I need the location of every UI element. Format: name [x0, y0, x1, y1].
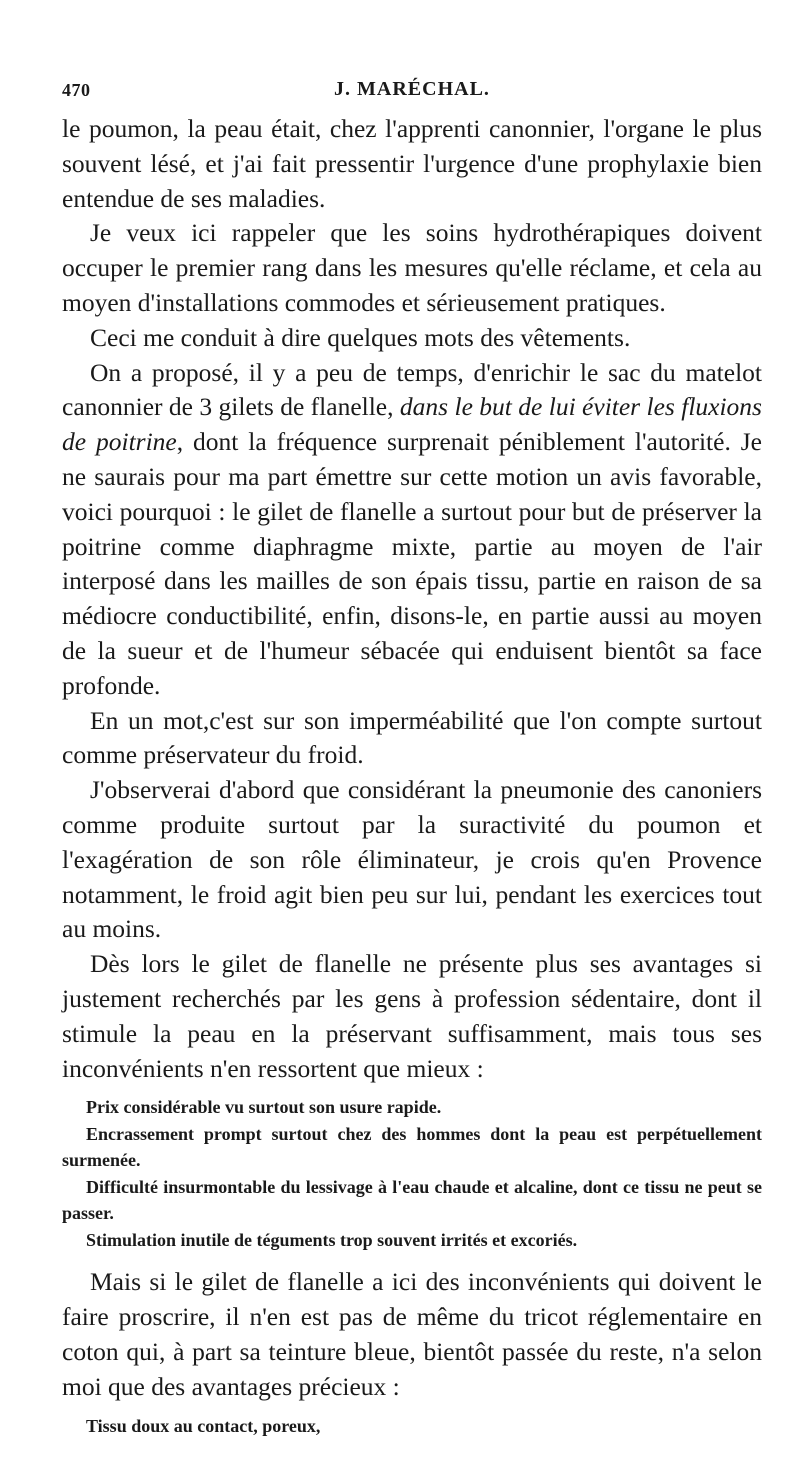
- text-segment: Je veux ici rappeler que les soins hydrothérapiques doivent occuper le premier rang dans les mesures qu'elle réclame, et cela au moyen d'installations commodes et sérieusement pratiques.: [62, 218, 762, 317]
- page-number: 470: [62, 80, 91, 100]
- list-item: Prix considérable vu surtout son usure rapide.: [86, 1097, 442, 1118]
- text-segment: Dès lors le gilet de flanelle ne présente plus ses avantages si justement recherchés par les gens à profession sédentaire, dont il stimule la peau en la préservant suffisamment, mais tous ses inconvénients n'en ressortent que mieux :: [62, 949, 762, 1083]
- text-segment: Ceci me conduit à dire quelques mots des vêtements.: [90, 322, 631, 352]
- paragraph: [62, 321, 762, 356]
- list-item: Difficulté insurmontable du lessivage à l'eau chaude et alcaline, dont ce tissu ne peut se passer.: [62, 1176, 762, 1224]
- paragraph: [62, 773, 762, 947]
- paragraph: [62, 112, 762, 216]
- list-item: Stimulation inutile de téguments trop souvent irrités et excoriés.: [86, 1229, 578, 1250]
- text-segment: le poumon, la peau était, chez l'apprenti canonnier, l'organe le plus souvent lésé, et j'ai fait pressentir l'urgence d'une prophylaxie bien entendue de ses maladies.: [62, 114, 762, 213]
- paragraph: [62, 947, 762, 1086]
- list-item: Encrassement prompt surtout chez des hommes dont la peau est perpétuellement surmenée.: [62, 1123, 762, 1171]
- advantages-list: [62, 1413, 762, 1439]
- running-head: J. MARÉCHAL.: [334, 78, 490, 100]
- text-segment: On a proposé, il y a peu de temps, d'enrichir le sac du matelot canonnier de 3 gilets de flanelle,: [62, 357, 762, 422]
- drawbacks-list: [62, 1094, 762, 1253]
- page-header: [62, 72, 762, 112]
- body-text: [62, 112, 762, 1439]
- paragraph-group: [62, 112, 762, 1086]
- paragraph: [62, 216, 762, 320]
- text-segment: , dont la fréquence surprenait péniblement l'autorité. Je ne saurais pour ma part émettre sur cette motion un avis favorable, voici pourquoi : le gilet de flanelle a surtout pour but de préserver la poitrine comme diaphragme mixte, partie au moyen de l'air interposé dans les mailles de son épais tissu, partie en raison de sa médiocre conductibilité, enfin, disons-le, en partie aussi au moyen de la sueur et de l'humeur sébacée qui enduisent bientôt sa face profonde.: [62, 427, 762, 700]
- paragraph: [62, 356, 762, 704]
- book-page: [62, 72, 762, 1439]
- text-segment: En un mot,c'est sur son imperméabilité que l'on compte surtout comme préservateur du froid.: [62, 705, 762, 770]
- list-item: Tissu doux au contact, poreux,: [86, 1415, 321, 1436]
- closing-paragraph: Mais si le gilet de flanelle a ici des inconvénients qui doivent le faire proscrire, il n'en est pas de même du tricot réglementaire en coton qui, à part sa teinture bleue, bientôt passée du reste, n'a selon moi que des avantages précieux :: [62, 1267, 762, 1401]
- italic-phrase: dans le but de lui éviter les fluxions de poitrine: [62, 392, 762, 457]
- text-segment: J'observerai d'abord que considérant la pneumonie des canoniers comme produite surtout par la suractivité du poumon et l'exagération de son rôle éliminateur, je crois qu'en Provence notamment, le froid agit bien peu sur lui, pendant les exercices tout au moins.: [62, 775, 762, 944]
- paragraph: [62, 704, 762, 774]
